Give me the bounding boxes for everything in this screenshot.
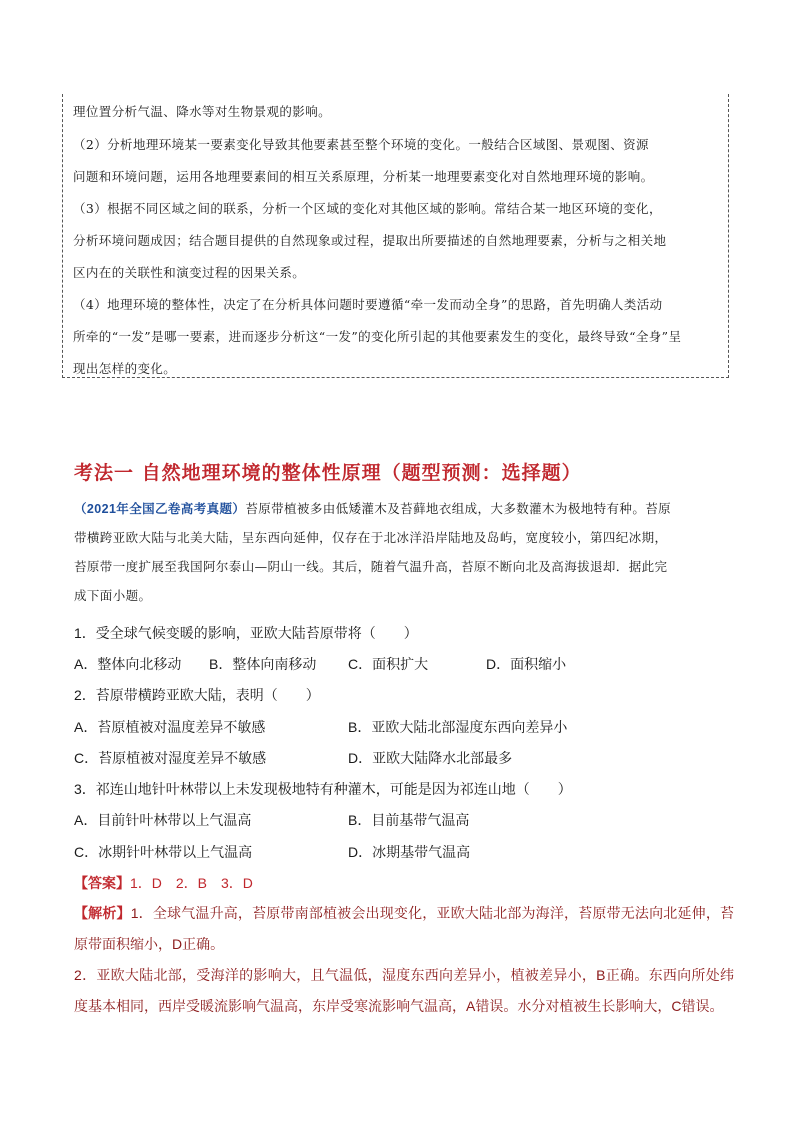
box-paragraph: 问题和环境问题，运用各地理要素间的相互关系原理，分析某一地理要素变化对自然地理环境的影响。 (73, 169, 654, 184)
option-d: D．面积缩小 (486, 656, 567, 672)
box-paragraph: 现出怎样的变化。 (73, 361, 177, 376)
option-b: B．目前基带气温高 (348, 812, 470, 828)
option-a: A．整体向北移动 (74, 656, 182, 672)
answer-tag: 【答案】 (74, 875, 130, 891)
analysis-paragraph (74, 898, 734, 960)
option-c: C．苔原植被对湿度差异不敏感 (74, 750, 267, 766)
box-paragraph: 分析环境问题成因；结合题目提供的自然现象或过程，提取出所要描述的自然地理要素，分析与之相关地 (73, 233, 667, 248)
option-a: A．苔原植被对温度差异不敏感 (74, 719, 266, 735)
box-paragraph: （2）分析地理环境某一要素变化导致其他要素甚至整个环境的变化。一般结合区域图、景观图、资源 (73, 137, 649, 152)
answer-line (74, 873, 253, 893)
question-stem: 2．苔原带横跨亚欧大陆，表明（ ） (74, 687, 320, 703)
option-a: A．目前针叶林带以上气温高 (74, 812, 252, 828)
analysis-tag: 【解析】 (74, 905, 131, 921)
option-c: C．面积扩大 (348, 656, 429, 672)
box-paragraph: 理位置分析气温、降水等对生物景观的影响。 (73, 104, 332, 119)
box-paragraph: 区内在的关联性和演变过程的因果关系。 (73, 265, 306, 280)
question-stem: 3．祁连山地针叶林带以上未发现极地特有种灌木，可能是因为祁连山地（ ） (74, 781, 572, 797)
box-paragraph: 所牵的“一发”是哪一要素，进而逐步分析这“一发”的变化所引起的其他要素发生的变化，最终导致“全身”呈 (73, 329, 682, 344)
option-d: D．亚欧大陆降水北部最多 (348, 750, 513, 766)
intro-line (74, 494, 724, 524)
source-label: （2021年全国乙卷高考真题） (74, 502, 246, 516)
intro-text: 苔原带植被多由低矮灌木及苔藓地衣组成，大多数灌木为极地特有种。苔原 (245, 501, 672, 516)
analysis-text: 1．全球气温升高，苔原带南部植被会出现变化，亚欧大陆北部为海洋，苔原带无法向北延伸，苔原带面积缩小，D正确。 (74, 905, 734, 952)
answer-text: 1．D 2．B 3．D (130, 875, 253, 891)
question-stem: 1．受全球气候变暖的影响，亚欧大陆苔原带将（ ） (74, 625, 418, 641)
summary-box (62, 94, 729, 378)
box-paragraph: （3）根据不同区域之间的联系，分析一个区域的变化对其他区域的影响。常结合某一地区环境的变化， (73, 201, 662, 216)
intro-line: 成下面小题。 (74, 588, 152, 603)
option-b: B．整体向南移动 (209, 656, 317, 672)
option-b: B．亚欧大陆北部湿度东西向差异小 (348, 719, 568, 735)
intro-line: 苔原带一度扩展至我国阿尔泰山—阴山一线。其后，随着气温升高，苔原不断向北及高海拔退却．据此完 (74, 559, 668, 574)
analysis-paragraph: 2．亚欧大陆北部，受海洋的影响大，且气温低，湿度东西向差异小，植被差异小，B正确。东西向所处纬度基本相同，西岸受暖流影响气温高，东岸受寒流影响气温高，A错误。水分对植被生长影响大，C错误。 (74, 967, 734, 1014)
option-d: D．冰期基带气温高 (348, 844, 471, 860)
section-heading: 考法一 自然地理环境的整体性原理（题型预测：选择题） (74, 462, 582, 484)
intro-line: 带横跨亚欧大陆与北美大陆，呈东西向延伸，仅存在于北冰洋沿岸陆地及岛屿，宽度较小，第四纪冰期， (74, 530, 668, 545)
option-c: C．冰期针叶林带以上气温高 (74, 844, 253, 860)
box-paragraph: （4）地理环境的整体性，决定了在分析具体问题时要遵循“牵一发而动全身”的思路，首先明确人类活动 (73, 297, 663, 312)
